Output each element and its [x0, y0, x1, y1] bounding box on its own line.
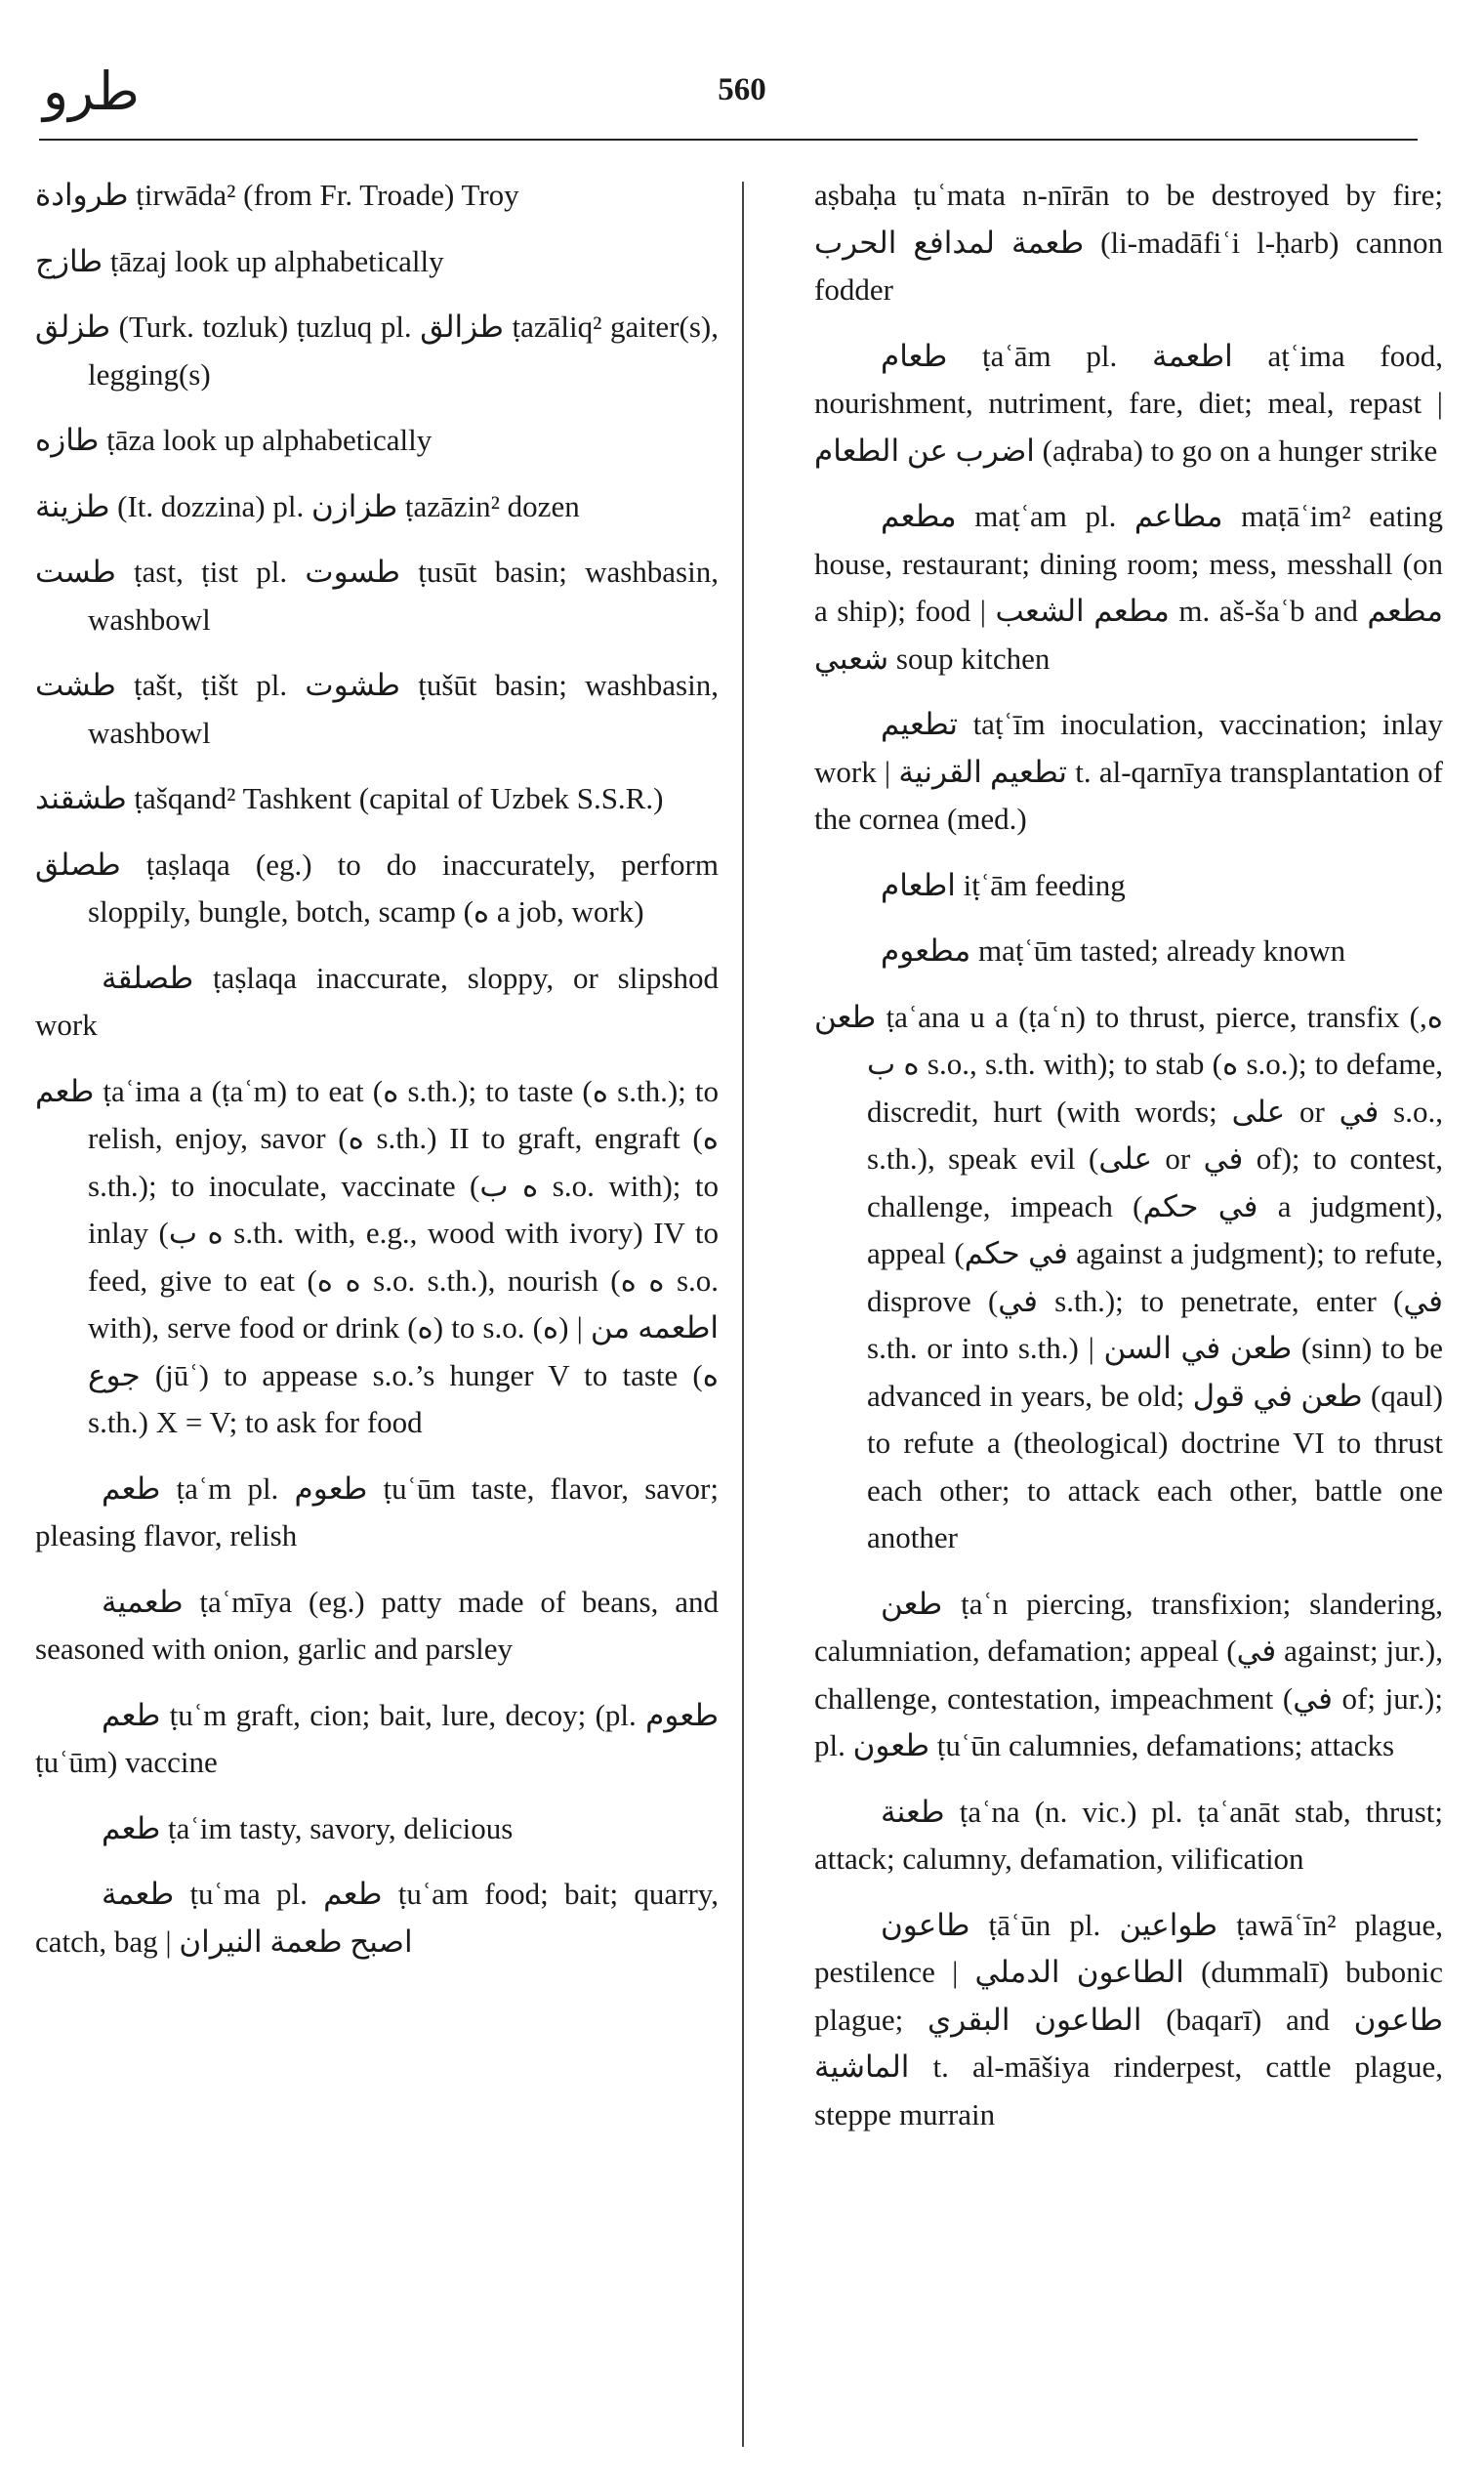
- dictionary-entry: طازه ṭāza look up alphabetically: [35, 423, 433, 457]
- dictionary-subentry: طصلقة ṭaṣlaqa inaccurate, sloppy, or slipshod work: [35, 960, 719, 1042]
- dictionary-subentry: طعنة ṭaʿna (n. vic.) pl. ṭaʿanāt stab, thrust; attack; calumny, defamation, vilification: [814, 1794, 1443, 1876]
- dictionary-subentry: طعن ṭaʿn piercing, transfixion; slandering, calumniation, defamation; appeal (في against; jur.), challenge, contestation, impeachment (في of; jur.); pl. طعون ṭuʿūn calumnies, defamations; attacks: [814, 1586, 1443, 1762]
- dictionary-entry: طازج ṭāzaj look up alphabetically: [35, 243, 444, 278]
- column-divider: [742, 182, 744, 2447]
- dictionary-subentry: تطعيم taṭʿīm inoculation, vaccination; inlay work | تطعيم القرنية t. al-qarnīya transplantation of the cornea (med.): [814, 707, 1443, 836]
- right-column: [814, 172, 1443, 2157]
- dictionary-entry: طزينة (It. dozzina) pl. طزازن ṭazāzin² dozen: [35, 488, 580, 523]
- dictionary-subentry: طعام ṭaʿām pl. اطعمة aṭʿima food, nourishment, nutriment, fare, diet; meal, repast | اضرب عن الطعام (aḍraba) to go on a hunger strike: [814, 338, 1443, 468]
- dictionary-subentry: مطعم maṭʿam pl. مطاعم maṭāʿim² eating house, restaurant; dining room; mess, messhall (on a ship); food | مطعم الشعب m. aš-šaʿb and مطعم شعبي soup kitchen: [814, 499, 1443, 676]
- page-header: [0, 0, 1484, 146]
- dictionary-entry: طست ṭast, ṭist pl. طسوت ṭusūt basin; washbasin, washbowl: [35, 555, 719, 637]
- dictionary-subentry: اطعام iṭʿām feeding: [881, 867, 1126, 902]
- dictionary-subentry: طعمة ṭuʿma pl. طعم ṭuʿam food; bait; quarry, catch, bag | اصبح طعمة النيران: [35, 1877, 720, 1959]
- dictionary-continuation: aṣbaḥa ṭuʿmata n-nīrān to be destroyed by fire; طعمة لمدافع الحرب (li-madāfiʿi l-ḥarb) cannon fodder: [814, 178, 1443, 307]
- header-arabic-word: طرو: [43, 62, 140, 121]
- dictionary-subentry: طعم ṭuʿm graft, cion; bait, lure, decoy; (pl. طعوم ṭuʿūm) vaccine: [35, 1697, 719, 1779]
- page-number: 560: [718, 72, 766, 107]
- dictionary-entry: طعن ṭaʿana u a (ṭaʿn) to thrust, pierce, transfix (ه, ه ب s.o., s.th. with); to stab (ه s.o.); to defame, discredit, hurt (with words; على or في s.o., s.th.), speak evil (على or في of); to contest, challenge, impeach (في حكم a judgment), appeal (في حكم against a judgment); to refute, disprove (في s.th.); to penetrate, enter (في s.th. or into s.th.) | طعن في السن (sinn) to be advanced in years, be old; طعن في قول (qaul) to refute a (theological) doctrine VI to thrust each other; to attack each other, battle one another: [814, 999, 1444, 1554]
- dictionary-subentry: طاعون ṭāʿūn pl. طواعين ṭawāʿīn² plague, pestilence | الطاعون الدملي (dummalī) bubonic plague; الطاعون البقري (baqarī) and طاعون الماشية t. al-māšiya rinderpest, cattle plague, steppe murrain: [814, 1907, 1443, 2131]
- dictionary-entry: طشت ṭašt, ṭišt pl. طشوت ṭušūt basin; washbasin, washbowl: [35, 668, 719, 750]
- dictionary-entry: طزلق (Turk. tozluk) ṭuzluq pl. طزالق ṭazāliq² gaiter(s), legging(s): [35, 310, 719, 392]
- dictionary-subentry: طعم ṭaʿm pl. طعوم ṭuʿūm taste, flavor, savor; pleasing flavor, relish: [35, 1470, 719, 1552]
- dictionary-subentry: مطعوم maṭʿūm tasted; already known: [881, 933, 1346, 968]
- dictionary-entry: طصلق ṭaṣlaqa (eg.) to do inaccurately, perform sloppily, bungle, botch, scamp (ه a job, work): [35, 847, 719, 929]
- left-column: [35, 172, 719, 1984]
- dictionary-subentry: طعمية ṭaʿmīya (eg.) patty made of beans, and seasoned with onion, garlic and parsley: [35, 1584, 719, 1666]
- dictionary-entry: طشقند ṭašqand² Tashkent (capital of Uzbek S.S.R.): [35, 781, 664, 815]
- dictionary-entry: طعم ṭaʿima a (ṭaʿm) to eat (ه s.th.); to taste (ه s.th.); to relish, enjoy, savor (ه s.th.) II to graft, engraft (ه s.th.); to inoculate, vaccinate (ه ب s.o. with); to inlay (ه ب s.th. with, e.g., wood with ivory) IV to feed, give to eat (ه ه s.o. s.th.), nourish (ه ه s.o. with), serve food or drink (ه) to s.o. (ه) | اطعمه من جوع (jūʿ) to appease s.o.’s hunger V to taste (ه s.th.) X = V; to ask for food: [35, 1073, 720, 1439]
- dictionary-subentry: طعم ṭaʿim tasty, savory, delicious: [102, 1810, 514, 1845]
- header-rule: [39, 139, 1418, 141]
- dictionary-entry: طروادة ṭirwāda² (from Fr. Troade) Troy: [35, 178, 519, 212]
